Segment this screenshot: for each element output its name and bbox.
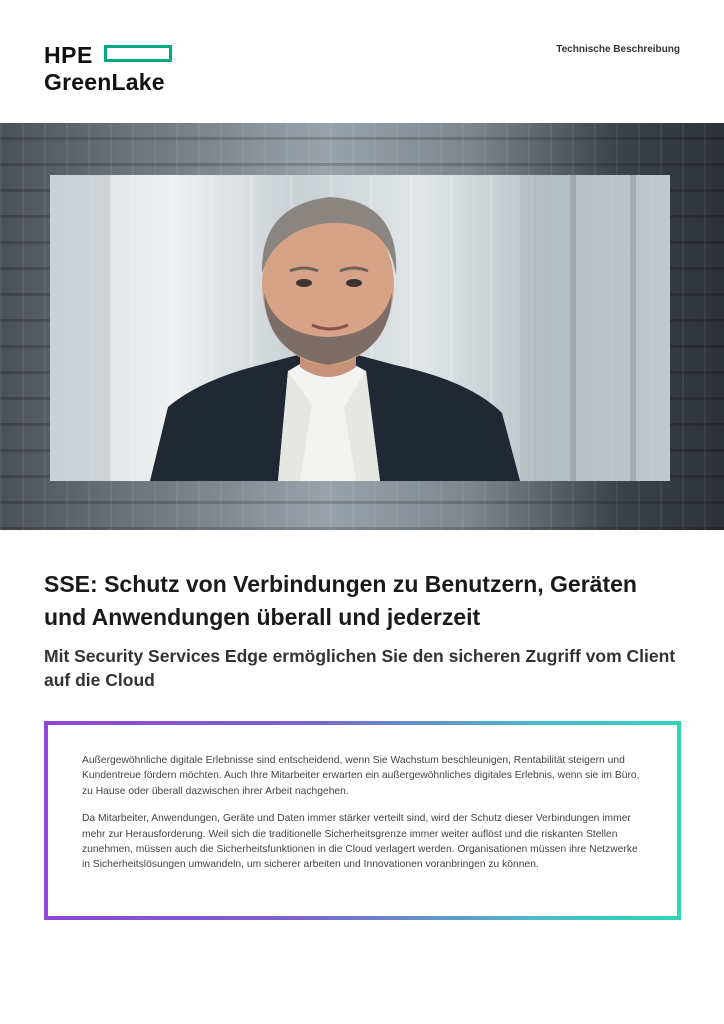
intro-box <box>44 721 681 920</box>
portrait-illustration <box>50 175 670 481</box>
intro-box-content <box>48 725 677 916</box>
page-subtitle: Mit Security Services Edge ermöglichen Sie den sicheren Zugriff vom Client auf die Cloud <box>44 646 676 690</box>
page-title: SSE: Schutz von Verbindungen zu Benutzern, Geräten und Anwendungen überall und jederzeit <box>44 571 637 630</box>
logo-greenlake-text: GreenLake <box>44 69 165 95</box>
document-type-label: Technische Beschreibung <box>556 44 680 55</box>
intro-paragraph: Da Mitarbeiter, Anwendungen, Geräte und Daten immer stärker verteilt sind, wird der Schutz dieser Verbindungen immer mehr zur Herausforderung. Weil sich die traditionelle Sicherheitsgrenze immer weiter auflöst und die riskanten Stellen zunehmen, müssen auch die Sicherheitsfunktionen in die Cloud verlagert werden. Organisationen müssen ihre Netzwerke in Sicherheitslösungen umwandeln, um sicherer arbeiten und Innovationen voranbringen zu können. <box>82 813 638 871</box>
hpe-element-logo-bar <box>104 45 172 62</box>
intro-paragraph: Außergewöhnliche digitale Erlebnisse sind entscheidend, wenn Sie Wachstum beschleunigen, Rentabilität steigern und Kundentreue fördern möchten. Auch Ihre Mitarbeiter erwarten ein außergewöhnliches digitales Erlebnis, wenn sie im Büro, zu Hause oder überall dazwischen ihrer Arbeit nachgehen. <box>82 755 640 797</box>
hero-image <box>0 123 724 530</box>
logo-hpe-text: HPE <box>44 42 93 68</box>
hpe-greenlake-logo <box>44 42 184 98</box>
hero-portrait-photo <box>50 175 670 481</box>
